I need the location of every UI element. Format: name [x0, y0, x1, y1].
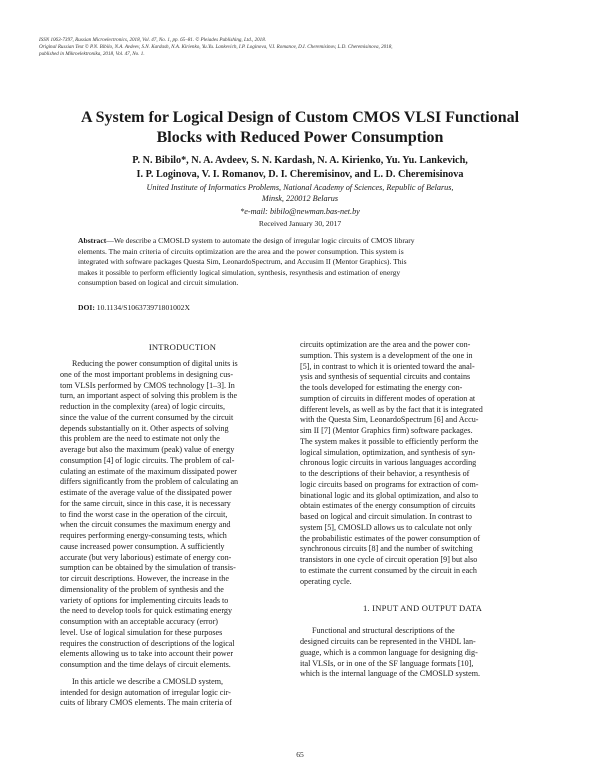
- text-line: cause increased power consumption. A sufficiently: [60, 541, 225, 551]
- doi-label: DOI:: [78, 303, 95, 312]
- text-line: obtain estimates of the energy consumption of circuits: [300, 501, 476, 511]
- text-line: dimensionality of the problem of synthesis and the: [60, 584, 224, 594]
- text-line: level. Use of logical simulation for these purposes: [60, 627, 223, 637]
- intro-paragraph-1: [60, 359, 305, 671]
- author-list: [40, 154, 560, 182]
- text-line: differs significantly from the problem of calculating an: [60, 477, 239, 487]
- text-line: ital VLSIs, or in one of the SF language formats [10],: [300, 658, 474, 668]
- text-line: the probabilistic estimates of the power consumption of: [300, 533, 481, 543]
- text-line: consumption with an acceptable accuracy (error): [60, 617, 218, 626]
- text-line: logical simulation, optimization, and synthesis of syn-: [300, 447, 476, 457]
- abstract-line: consumption based on logical and circuit simulation.: [78, 278, 239, 288]
- text-line: to estimate the current consumed by the circuit in each: [300, 565, 477, 575]
- text-line: the tools developed for estimating the energy con-: [300, 383, 463, 392]
- paper-title: [40, 108, 560, 148]
- text-line: elements allowing us to take into account their power: [60, 649, 234, 659]
- text-line: sumption can be obtained by the simulation of transis-: [60, 563, 236, 573]
- affiliation: [40, 182, 560, 204]
- text-line: binational logic and its global optimization, and also to: [300, 490, 479, 500]
- received-date: Received January 30, 2017: [258, 219, 342, 228]
- text-line: system [5], CMOSLD allows us to calculate not only: [300, 522, 472, 532]
- title-line: Blocks with Reduced Power Consumption: [156, 129, 444, 146]
- page-number: 65: [296, 750, 304, 759]
- text-line: synchronous circuits [8] and the number of switching: [300, 544, 473, 554]
- text-line: this problem are the need to estimate not only the: [60, 434, 220, 444]
- text-line: guage, which is a common language for designing dig-: [300, 647, 478, 657]
- text-line: culating an estimate of the maximum dissipated power: [60, 466, 237, 476]
- text-line: Reducing the power consumption of digital units is: [72, 359, 238, 368]
- right-paragraph-1: [300, 340, 545, 587]
- text-line: [5], in contrast to which it is oriented toward the anal-: [300, 361, 475, 371]
- abstract-text: —We describe a CMOSLD system to automate the design of irregular logic circuits of CMOS library: [106, 236, 415, 245]
- text-line: consumption [4] of logic circuits. The problem of cal-: [60, 455, 235, 465]
- text-line: ysis and synthesis of sequential circuits and contains: [300, 372, 471, 382]
- text-line: to find the worst case in the operation of the circuit,: [60, 509, 228, 519]
- authors-line: I. P. Loginova, V. I. Romanov, D. I. Cheremisinov, and L. D. Cheremisinova: [136, 169, 464, 180]
- affiliation-line: Minsk, 220012 Belarus: [261, 194, 339, 203]
- doi: [78, 303, 478, 313]
- text-line: different levels, as well as by the fact that it is integrated: [300, 404, 483, 414]
- abstract-line: [78, 236, 526, 247]
- text-line: which is the internal language of the CMOSLD system.: [300, 669, 481, 679]
- text-line: when the circuit consumes the maximum energy and: [60, 520, 231, 530]
- text-line: tor circuit descriptions. However, the increase in the: [60, 574, 229, 583]
- section-heading-introduction: INTRODUCTION: [148, 342, 217, 352]
- text-line: sim II [7] (Mentor Graphics firm) software packages.: [300, 426, 473, 435]
- text-line: depends substantially on it. Other aspects of solving: [60, 423, 229, 433]
- text-line: average but also the maximum (peak) value of energy: [60, 445, 235, 454]
- text-line: Functional and structural descriptions of the: [312, 626, 455, 636]
- text-line: sumption of circuits in different modes of operation at: [300, 393, 476, 403]
- text-line: one of the most important problems in designing cus-: [60, 369, 234, 379]
- header-line: Original Russian Text © P.N. Bibilo, N.A. Avdeev, S.N. Kardash, N.A. Kirienko, Yu.Yu. Lankevich, I.P. Loginova, V.I. Romanov, D.I. Cheremisinov, L.D. Cheremisinova, 2018,: [39, 44, 393, 50]
- text-line: consumption and the time delays of circuit elements.: [60, 660, 231, 669]
- text-line: sumption. This system is a development of the one in: [300, 350, 473, 360]
- right-paragraph-2: [300, 626, 545, 680]
- text-line: for the same circuit, since in this case, it is necessary: [60, 498, 231, 508]
- text-line: reduction in the complexity (area) of logic circuits,: [60, 402, 225, 411]
- intro-paragraph-2: [60, 677, 305, 709]
- abstract-label: Abstract: [78, 236, 107, 245]
- text-line: operating cycle.: [300, 576, 352, 586]
- text-line: based on logical and circuit simulation. In contrast to: [300, 512, 472, 521]
- text-line: tom VLSIs performed by CMOS technology [1–3]. In: [60, 380, 235, 390]
- text-line: turn, an important aspect of solving this problem is the: [60, 391, 238, 401]
- text-line: requires the construction of descriptions of the logical: [60, 638, 235, 648]
- abstract-line: elements. The main criteria of circuits optimization are the area and the power consumption. This system is: [78, 246, 404, 256]
- abstract-line: makes it possible to perform efficiently logical simulation, synthesis, resynthesis and estimation of energy: [78, 267, 401, 277]
- left-column: [60, 340, 305, 709]
- doi-value[interactable]: 10.1134/S106373971801002X: [94, 303, 190, 312]
- abstract: [78, 236, 526, 289]
- affiliation-line: United Institute of Informatics Problems, National Academy of Sciences, Republic of Belarus,: [146, 183, 454, 192]
- text-line: variety of options for implementing circuits leads to: [60, 595, 229, 605]
- text-line: In this article we describe a CMOSLD system,: [72, 676, 224, 686]
- text-line: logic circuits based on programs for extraction of com-: [300, 479, 479, 489]
- text-line: chronous logic circuits in various languages according: [300, 458, 477, 468]
- abstract-line: integrated with software packages Questa Sim, LeonardoSpectrum, and Accusim II (Mentor Graphics). This: [78, 257, 407, 267]
- text-line: cuits of library CMOS elements. The main criteria of: [60, 698, 232, 708]
- text-line: circuits optimization are the area and the power con-: [300, 340, 471, 349]
- author-email: *e-mail: bibilo@newman.bas-net.by: [240, 207, 360, 216]
- text-line: accurate (but very laborious) estimate of energy con-: [60, 552, 232, 562]
- text-line: intended for design automation of irregular logic cir-: [60, 687, 231, 697]
- text-line: since the value of the current consumed by the circuit: [60, 412, 234, 422]
- text-line: the need to develop tools for quick estimating energy: [60, 606, 233, 616]
- text-line: to the descriptions of their behavior, a resynthesis of: [300, 469, 470, 478]
- text-line: The system makes it possible to efficiently perform the: [300, 436, 479, 446]
- text-line: requires performing energy-consuming tests, which: [60, 531, 227, 540]
- text-line: designed circuits can be represented in the VHDL lan-: [300, 637, 476, 646]
- title-line: A System for Logical Design of Custom CMOS VLSI Functional: [80, 109, 520, 126]
- text-line: with the Questa Sim, LeonardoSpectrum [6] and Accu-: [300, 415, 479, 425]
- section-heading-input-output: 1. INPUT AND OUTPUT DATA: [362, 603, 483, 614]
- header-line: published in Mikroelektronika, 2018, Vol. 47, No. 1.: [39, 51, 145, 57]
- header-line: ISSN 1063-7397, Russian Microelectronics, 2018, Vol. 47, No. 1, pp. 65–81. © Pleiades Publishing, Ltd., 2018.: [39, 37, 267, 43]
- authors-line: P. N. Bibilo*, N. A. Avdeev, S. N. Kardash, N. A. Kirienko, Yu. Yu. Lankevich,: [132, 155, 468, 166]
- text-line: estimate of the average value of the dissipated power: [60, 488, 232, 497]
- journal-header: [39, 37, 569, 58]
- right-column: [300, 340, 545, 680]
- text-line: transistors in one cycle of circuit operation [9] but also: [300, 555, 478, 564]
